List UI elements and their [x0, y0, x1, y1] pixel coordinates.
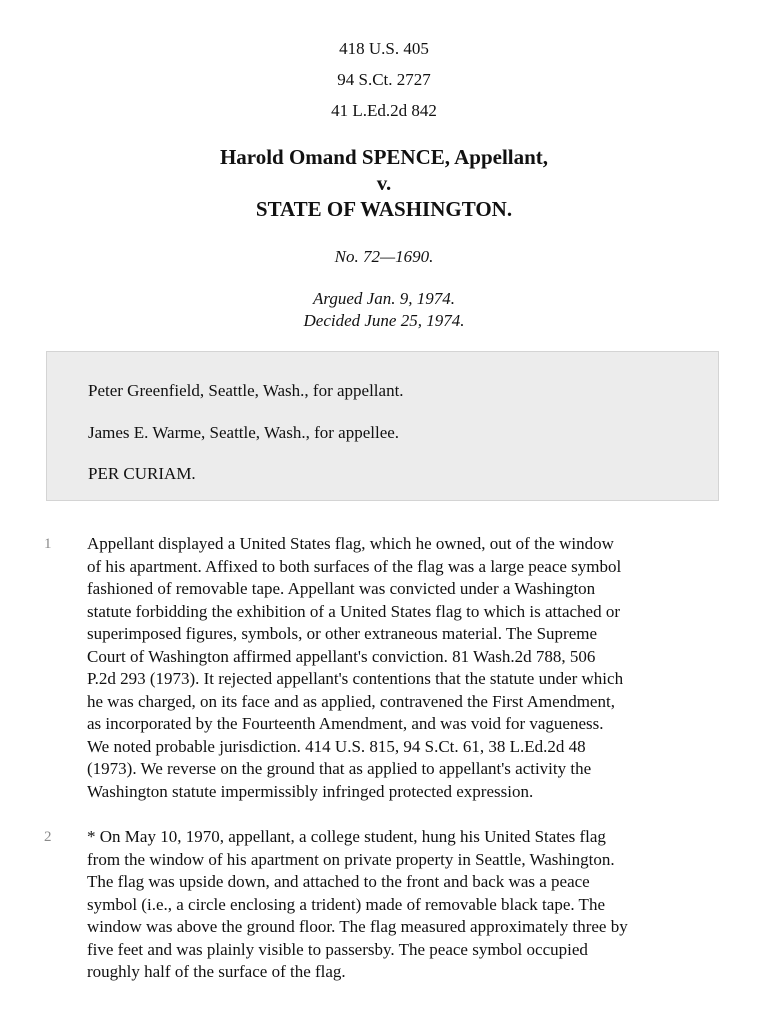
citation-supreme-court-reporter: 94 S.Ct. 2727 — [337, 70, 431, 89]
docket-number: No. 72—1690. — [334, 247, 434, 266]
paragraph-text — [87, 826, 737, 984]
case-citations — [0, 33, 768, 126]
paragraph-line: five feet and was plainly visible to passersby. The peace symbol occupied — [87, 939, 588, 959]
paragraph-line: P.2d 293 (1973). It rejected appellant's contentions that the statute under which — [87, 669, 624, 688]
versus: v. — [376, 171, 392, 195]
paragraph-line: Court of Washington affirmed appellant's conviction. 81 Wash.2d 788, 506 — [87, 646, 596, 666]
counsel-for-appellant: Peter Greenfield, Seattle, Wash., for appellant. — [88, 381, 404, 400]
paragraph-text — [87, 533, 737, 803]
paragraph-line: superimposed figures, symbols, or other extraneous material. The Supreme — [87, 624, 598, 643]
paragraph-line: roughly half of the surface of the flag. — [87, 962, 346, 981]
paragraph-line: (1973). We reverse on the ground that as applied to appellant's activity the — [87, 759, 592, 778]
appellee-name: STATE OF WASHINGTON. — [255, 197, 513, 221]
paragraph-line: Appellant displayed a United States flag, which he owned, out of the window — [87, 534, 614, 553]
paragraph-line: Washington statute impermissibly infringed protected expression. — [87, 781, 534, 801]
paragraph-line: fashioned of removable tape. Appellant was convicted under a Washington — [87, 579, 596, 598]
paragraph-line: We noted probable jurisdiction. 414 U.S. 815, 94 S.Ct. 61, 38 L.Ed.2d 48 — [87, 736, 586, 756]
paragraph-line: of his apartment. Affixed to both surfaces of the flag was a large peace symbol — [87, 556, 622, 576]
paragraph-line: window was above the ground floor. The flag measured approximately three by — [87, 917, 628, 936]
paragraph-line: from the window of his apartment on private property in Seattle, Washington. — [87, 849, 615, 869]
paragraph-number: 2 — [44, 829, 52, 845]
citation-lawyers-edition: 41 L.Ed.2d 842 — [331, 101, 437, 120]
counsel-box — [46, 351, 719, 501]
paragraph-line: he was charged, on its face and as applied, contravened the First Amendment, — [87, 691, 615, 711]
paragraph-line: as incorporated by the Fourteenth Amendment, and was void for vagueness. — [87, 714, 604, 733]
paragraph-number: 1 — [44, 536, 52, 552]
per-curiam-label: PER CURIAM. — [88, 464, 196, 483]
paragraph-line: The flag was upside down, and attached to the front and back was a peace — [87, 872, 590, 891]
paragraph-line: statute forbidding the exhibition of a United States flag to which is attached or — [87, 601, 621, 621]
paragraph-line: symbol (i.e., a circle enclosing a trident) made of removable black tape. The — [87, 894, 605, 914]
citation-us-reports: 418 U.S. 405 — [339, 39, 429, 58]
argued-date: Argued Jan. 9, 1974. — [313, 289, 455, 308]
decided-date: Decided June 25, 1974. — [303, 311, 465, 330]
paragraph-line: * On May 10, 1970, appellant, a college student, hung his United States flag — [87, 827, 606, 846]
case-dates — [0, 288, 768, 332]
case-title — [0, 144, 768, 222]
appellant-name: Harold Omand SPENCE, Appellant, — [219, 145, 549, 169]
counsel-for-appellee: James E. Warme, Seattle, Wash., for appellee. — [88, 423, 400, 442]
